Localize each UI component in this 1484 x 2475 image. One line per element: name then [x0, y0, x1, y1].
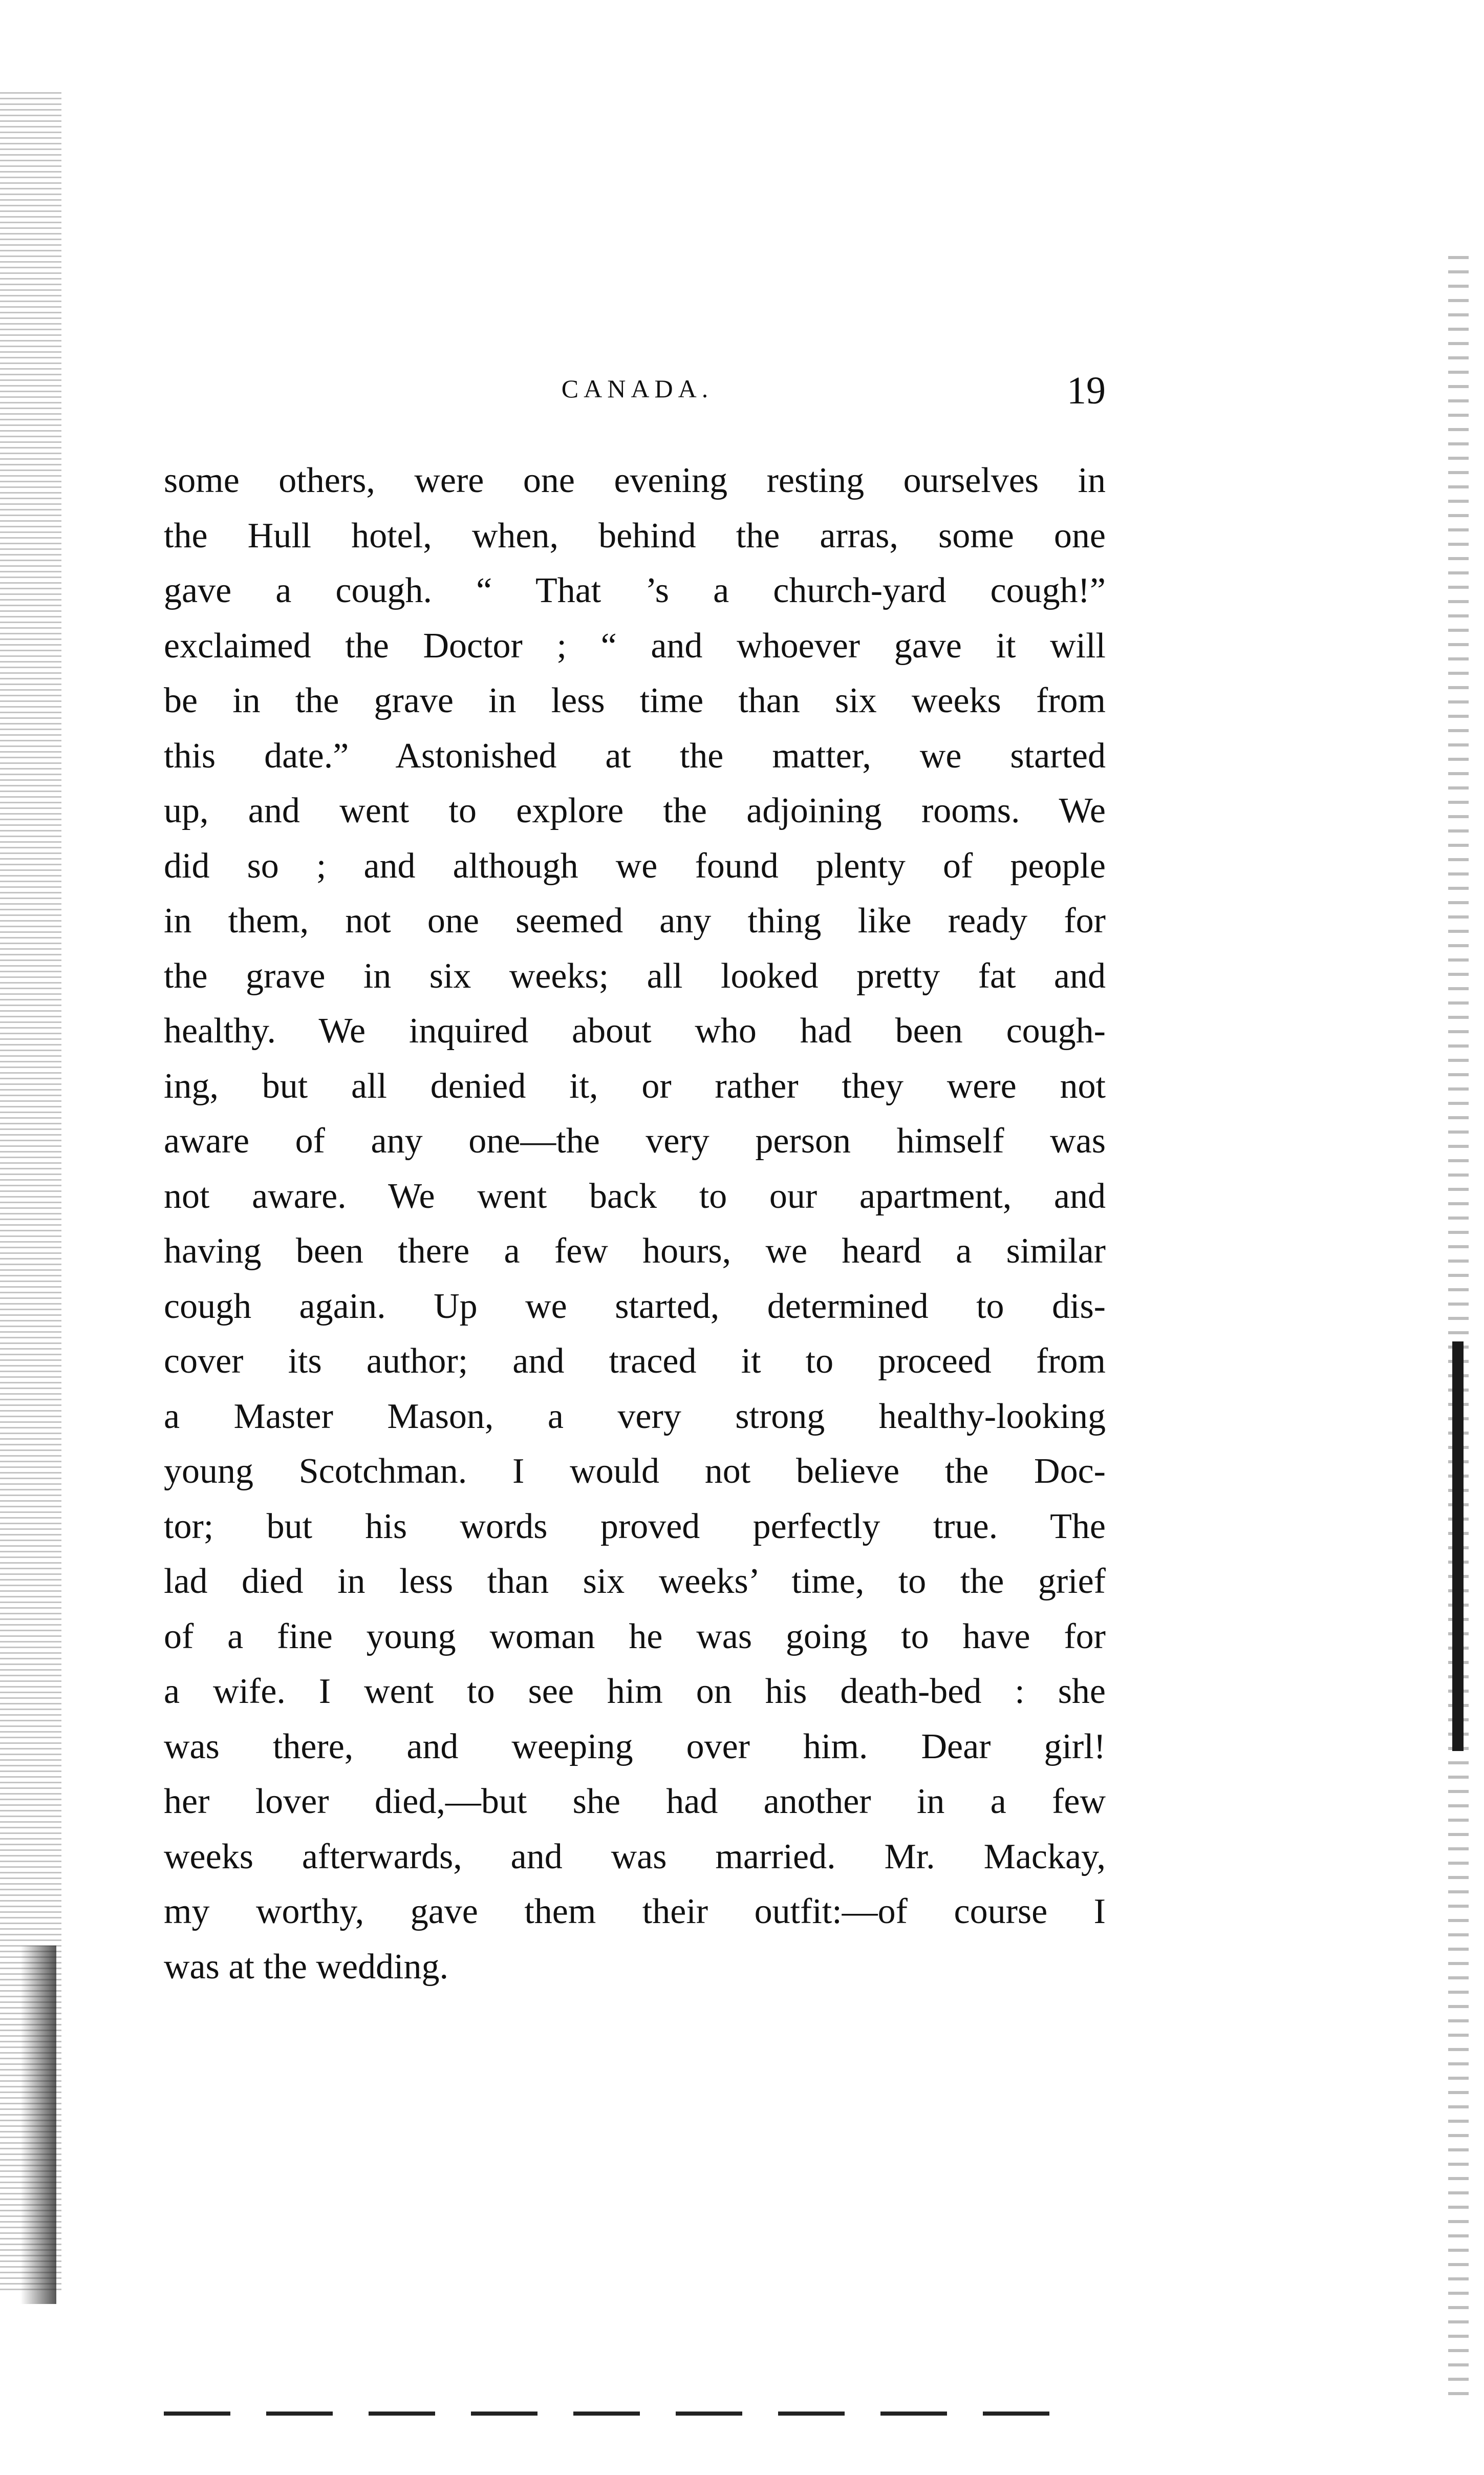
text-line: healthy. We inquired about who had been cough- — [164, 1011, 1106, 1051]
text-line: my worthy, gave them their outfit:—of course I — [164, 1892, 1106, 1931]
scan-bottom-marks — [164, 2412, 1085, 2416]
text-line: not aware. We went back to our apartment, and — [164, 1176, 1106, 1216]
scan-shadow-right — [1452, 1341, 1464, 1751]
text-line: cough again. Up we started, determined to dis- — [164, 1286, 1106, 1326]
text-line: some others, were one evening resting ourselves in — [164, 461, 1106, 500]
text-line: of a fine young woman he was going to have for — [164, 1616, 1106, 1656]
text-line: this date.” Astonished at the matter, we started — [164, 736, 1106, 776]
text-line: the Hull hotel, when, behind the arras, some one — [164, 516, 1106, 556]
text-line: in them, not one seemed any thing like ready for — [164, 901, 1106, 941]
text-line: weeks afterwards, and was married. Mr. Mackay, — [164, 1837, 1106, 1876]
text-line: having been there a few hours, we heard a similar — [164, 1231, 1106, 1271]
text-line: was at the wedding. — [164, 1947, 448, 1987]
running-head: CANADA. — [561, 374, 714, 403]
text-line: up, and went to explore the adjoining rooms. We — [164, 791, 1106, 830]
text-line: lad died in less than six weeks’ time, to the grief — [164, 1562, 1106, 1601]
text-line: the grave in six weeks; all looked pretty fat and — [164, 956, 1106, 996]
page-number: 19 — [1067, 369, 1106, 412]
scan-shadow-left — [20, 1946, 56, 2304]
scan-edge-right — [1448, 256, 1469, 2406]
text-line: was there, and weeping over him. Dear girl! — [164, 1726, 1106, 1766]
text-line: a wife. I went to see him on his death-bed : she — [164, 1672, 1106, 1711]
text-line: aware of any one—the very person himself was — [164, 1121, 1106, 1161]
text-line: cover its author; and traced it to proceed from — [164, 1341, 1106, 1381]
text-line: ing, but all denied it, or rather they were not — [164, 1066, 1106, 1106]
text-line: exclaimed the Doctor ; “ and whoever gave it will — [164, 626, 1106, 666]
text-line: young Scotchman. I would not believe the Doc- — [164, 1452, 1106, 1491]
text-line: tor; but his words proved perfectly true. The — [164, 1506, 1106, 1546]
text-line: be in the grave in less time than six weeks from — [164, 681, 1106, 720]
text-line: gave a cough. “ That ’s a church-yard cough!” — [164, 571, 1106, 610]
text-line: her lover died,—but she had another in a few — [164, 1782, 1106, 1821]
body-text — [164, 453, 1106, 1994]
page-header — [169, 369, 1106, 415]
text-line: a Master Mason, a very strong healthy-looking — [164, 1396, 1106, 1436]
text-line: did so ; and although we found plenty of people — [164, 846, 1106, 886]
